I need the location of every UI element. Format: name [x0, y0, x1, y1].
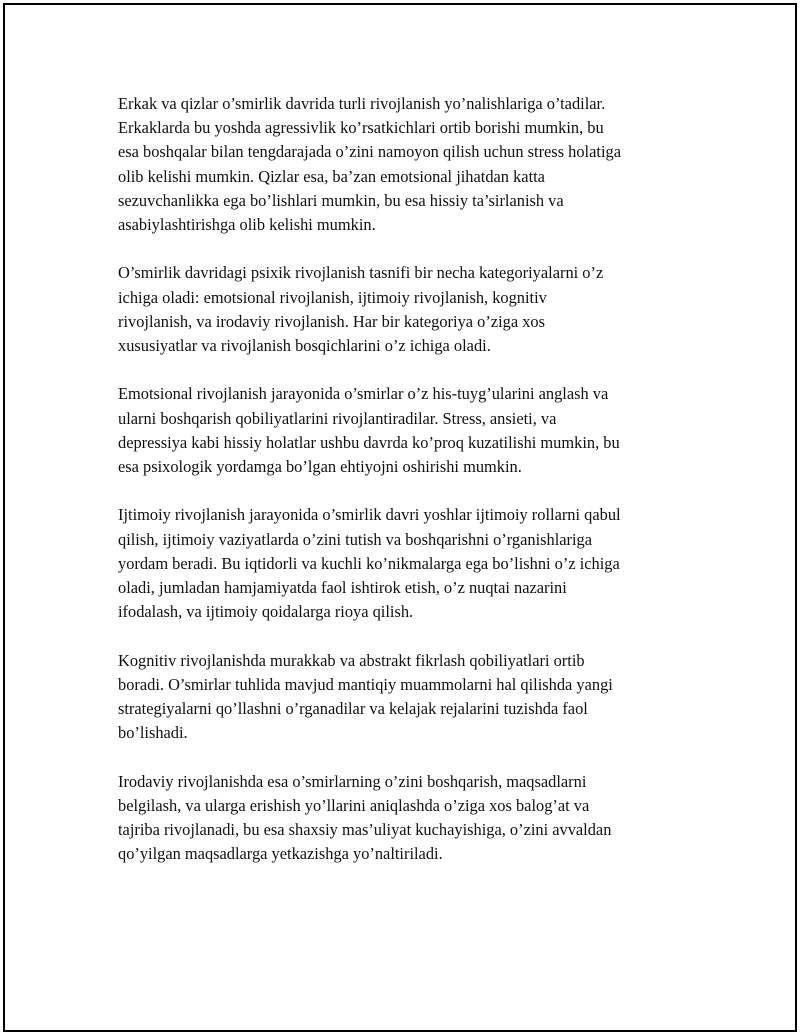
paragraph-3 — [118, 382, 693, 479]
text-line: O’smirlik davridagi psixik rivojlanish tasnifi bir necha kategoriyalarni o’z — [118, 263, 604, 283]
text-line: sezuvchanlikka ega bo’lishlari mumkin, bu esa hissiy ta’sirlanish va — [118, 190, 564, 210]
paragraph-4 — [118, 503, 693, 624]
text-line: oladi, jumladan hamjamiyatda faol ishtirok etish, o’z nuqtai nazarini — [118, 578, 567, 598]
text-line: Emotsional rivojlanish jarayonida o’smirlar o’z his-tuyg’ularini anglash va — [118, 384, 609, 404]
text-line: rivojlanish, va irodaviy rivojlanish. Har bir kategoriya o’ziga xos — [118, 311, 545, 331]
text-line: belgilash, va ularga erishish yo’llarini aniqlashda o’ziga xos balog’at va — [118, 795, 590, 815]
text-line: Erkaklarda bu yoshda agressivlik ko’rsatkichlari ortib borishi mumkin, bu — [118, 118, 604, 138]
text-line: depressiya kabi hissiy holatlar ushbu davrda ko’proq kuzatilishi mumkin, bu — [118, 432, 620, 452]
text-line: ifodalash, va ijtimoiy qoidalarga rioya qilish. — [118, 602, 414, 622]
text-line: Irodaviy rivojlanishda esa o’smirlarning o’zini boshqarish, maqsadlarni — [118, 771, 587, 791]
text-line: ichiga oladi: emotsional rivojlanish, ijtimoiy rivojlanish, kognitiv — [118, 287, 547, 307]
text-line: qo’yilgan maqsadlarga yetkazishga yo’naltiriladi. — [118, 844, 443, 864]
text-line: qilish, ijtimoiy vaziyatlarda o’zini tutish va boshqarishni o’rganishlariga — [118, 529, 593, 549]
text-line: Ijtimoiy rivojlanish jarayonida o’smirlik davri yoshlar ijtimoiy rollarni qabul — [118, 505, 621, 525]
paragraph-6 — [118, 770, 693, 867]
text-line: esa boshqalar bilan tengdarajada o’zini namoyon qilish uchun stress holatiga — [118, 142, 621, 162]
text-line: olib kelishi mumkin. Qizlar esa, ba’zan emotsional jihatdan katta — [118, 166, 545, 186]
text-line: boradi. O’smirlar tuhlida mavjud mantiqiy muammolarni hal qilishda yangi — [118, 674, 613, 694]
text-line: Erkak va qizlar o’smirlik davrida turli rivojlanish yo’nalishlariga o’tadilar. — [118, 94, 606, 113]
text-line: asabiylashtirishga olib kelishi mumkin. — [118, 215, 376, 235]
text-line: esa psixologik yordamga bo’lgan ehtiyojni oshirishi mumkin. — [118, 457, 522, 477]
document-body — [118, 92, 693, 891]
text-line: ularni boshqarish qobiliyatlarini rivojlantiradilar. Stress, ansieti, va — [118, 408, 557, 428]
text-line: strategiyalarni qo’llashni o’rganadilar va kelajak rejalarini tuzishda faol — [118, 699, 588, 719]
text-line: tajriba rivojlanadi, bu esa shaxsiy mas’uliyat kuchayishiga, o’zini avvaldan — [118, 820, 612, 840]
text-line: Kognitiv rivojlanishda murakkab va abstrakt fikrlash qobiliyatlari ortib — [118, 650, 585, 670]
paragraph-5 — [118, 649, 693, 746]
paragraph-2 — [118, 261, 693, 358]
paragraph-1 — [118, 92, 693, 237]
text-line: xususiyatlar va rivojlanish bosqichlarini o’z ichiga oladi. — [118, 336, 491, 356]
text-line: bo’lishadi. — [118, 723, 188, 743]
text-line: yordam beradi. Bu iqtidorli va kuchli ko’nikmalarga ega bo’lishni o’z ichiga — [118, 553, 620, 573]
